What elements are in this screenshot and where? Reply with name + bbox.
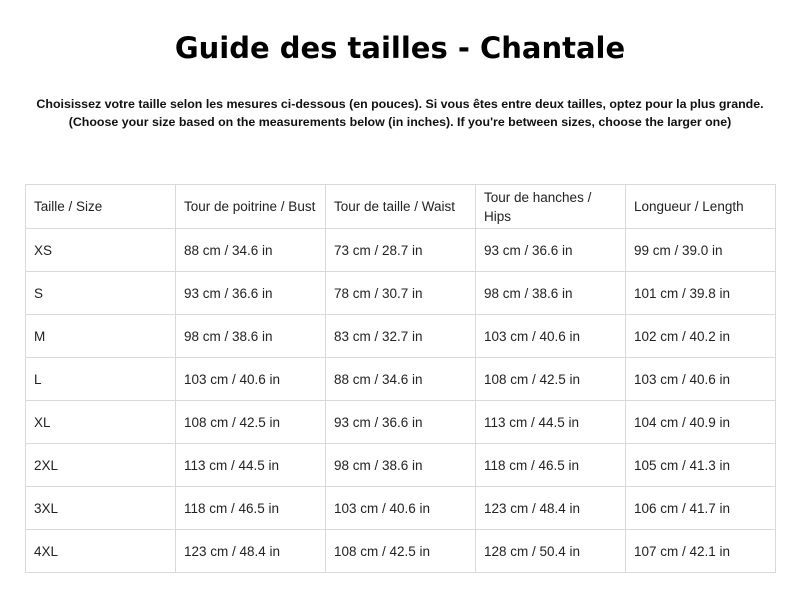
cell-bust: 93 cm / 36.6 in (176, 272, 326, 315)
page-title: Guide des tailles - Chantale (174, 31, 626, 65)
table-row (26, 530, 776, 573)
cell-hips: 123 cm / 48.4 in (476, 487, 626, 530)
table-header-row (26, 185, 776, 229)
cell-waist: 103 cm / 40.6 in (326, 487, 476, 530)
cell-size: M (26, 315, 176, 358)
header-bust: Tour de poitrine / Bust (176, 185, 326, 229)
table-body (26, 229, 776, 573)
cell-size: 3XL (26, 487, 176, 530)
size-chart-table (25, 184, 776, 573)
table-header (26, 185, 776, 229)
cell-size: L (26, 358, 176, 401)
cell-hips: 113 cm / 44.5 in (476, 401, 626, 444)
header-hips: Tour de hanches / Hips (476, 185, 626, 229)
cell-hips: 93 cm / 36.6 in (476, 229, 626, 272)
cell-size: 4XL (26, 530, 176, 573)
table-row (26, 401, 776, 444)
header-waist: Tour de taille / Waist (326, 185, 476, 229)
cell-length: 99 cm / 39.0 in (626, 229, 776, 272)
cell-waist: 83 cm / 32.7 in (326, 315, 476, 358)
instructions-english: (Choose your size based on the measurements below (in inches). If you're between sizes, choose the larger one) (68, 115, 732, 129)
cell-hips: 103 cm / 40.6 in (476, 315, 626, 358)
cell-length: 105 cm / 41.3 in (626, 444, 776, 487)
table-row (26, 272, 776, 315)
instructions-french: Choisissez votre taille selon les mesures ci-dessous (en pouces). Si vous êtes entre deux tailles, optez pour la plus grande. (36, 97, 764, 111)
cell-bust: 113 cm / 44.5 in (176, 444, 326, 487)
cell-size: XS (26, 229, 176, 272)
cell-hips: 118 cm / 46.5 in (476, 444, 626, 487)
cell-length: 102 cm / 40.2 in (626, 315, 776, 358)
header-size: Taille / Size (26, 185, 176, 229)
cell-bust: 118 cm / 46.5 in (176, 487, 326, 530)
table-row (26, 358, 776, 401)
table-row (26, 487, 776, 530)
table-row (26, 229, 776, 272)
cell-bust: 123 cm / 48.4 in (176, 530, 326, 573)
cell-waist: 88 cm / 34.6 in (326, 358, 476, 401)
cell-bust: 103 cm / 40.6 in (176, 358, 326, 401)
cell-bust: 98 cm / 38.6 in (176, 315, 326, 358)
cell-waist: 73 cm / 28.7 in (326, 229, 476, 272)
cell-waist: 78 cm / 30.7 in (326, 272, 476, 315)
table-row (26, 315, 776, 358)
cell-size: 2XL (26, 444, 176, 487)
cell-bust: 88 cm / 34.6 in (176, 229, 326, 272)
cell-length: 107 cm / 42.1 in (626, 530, 776, 573)
cell-waist: 93 cm / 36.6 in (326, 401, 476, 444)
cell-length: 106 cm / 41.7 in (626, 487, 776, 530)
cell-hips: 128 cm / 50.4 in (476, 530, 626, 573)
cell-hips: 108 cm / 42.5 in (476, 358, 626, 401)
table-row (26, 444, 776, 487)
cell-size: XL (26, 401, 176, 444)
cell-waist: 98 cm / 38.6 in (326, 444, 476, 487)
header-length: Longueur / Length (626, 185, 776, 229)
cell-hips: 98 cm / 38.6 in (476, 272, 626, 315)
cell-bust: 108 cm / 42.5 in (176, 401, 326, 444)
cell-length: 104 cm / 40.9 in (626, 401, 776, 444)
cell-length: 103 cm / 40.6 in (626, 358, 776, 401)
cell-waist: 108 cm / 42.5 in (326, 530, 476, 573)
cell-length: 101 cm / 39.8 in (626, 272, 776, 315)
cell-size: S (26, 272, 176, 315)
